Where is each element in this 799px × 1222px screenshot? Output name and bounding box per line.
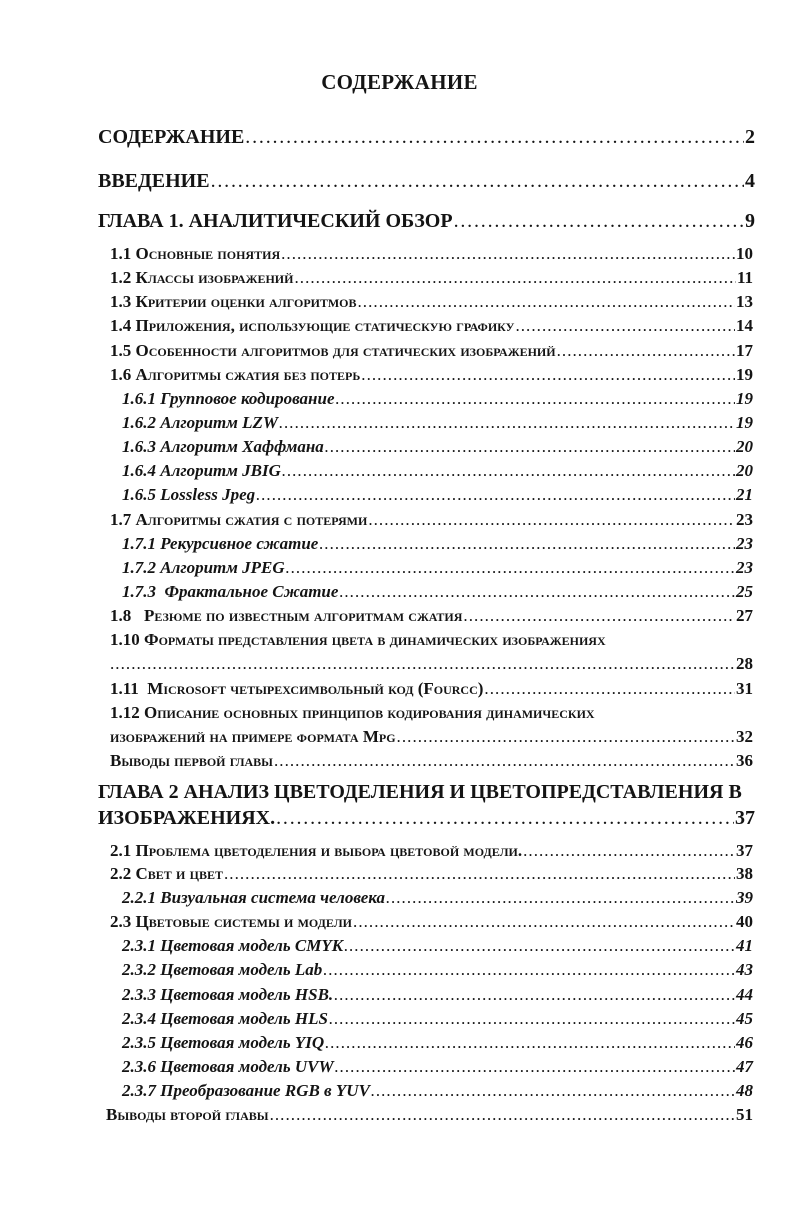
- toc-entry-label: 1.6.5 Lossless Jpeg: [122, 485, 256, 504]
- toc-entry-page: 27: [736, 606, 753, 625]
- toc-entry-label: 2.3.5 Цветовая модель YIQ: [122, 1033, 325, 1052]
- toc-entry-label: 2.3.1 Цветовая модель CMYK: [122, 936, 344, 955]
- toc-entry-chapter-2[interactable]: [98, 808, 755, 828]
- toc-entry-label: Выводы первой главы: [110, 751, 273, 770]
- toc-entry-page: 44: [736, 985, 753, 1004]
- toc-entry-label: 2.3.3 Цветовая модель HSB.: [122, 985, 334, 1004]
- dot-leader: [397, 728, 735, 745]
- toc-entry-page: 9: [745, 210, 755, 232]
- toc-entry-label: 2.2 Свет и цвет: [110, 864, 223, 883]
- toc-entry-page: 23: [736, 534, 753, 553]
- toc-entry-1-6-2[interactable]: [122, 414, 753, 431]
- toc-entry-label: 1.5 Особенности алгоритмов для статических изображений: [110, 341, 556, 360]
- toc-entry-1-6-4[interactable]: [122, 462, 753, 479]
- dot-leader: [353, 913, 735, 930]
- toc-entry-page: 39: [736, 888, 753, 907]
- dot-leader: [344, 937, 735, 954]
- dot-leader: [319, 535, 735, 552]
- toc-entry-label: 2.1 Проблема цветоделения и выбора цветовой модели.: [110, 841, 523, 860]
- toc-entry-label: 1.6.1 Групповое кодирование: [122, 389, 335, 408]
- toc-entry-page: 17: [736, 341, 753, 360]
- toc-entry-page: 19: [736, 365, 753, 384]
- toc-entry-1-6-3[interactable]: [122, 438, 753, 455]
- toc-entry-conclusions-chapter-2[interactable]: [106, 1106, 753, 1123]
- toc-entry-label: 2.3.4 Цветовая модель HLS: [122, 1009, 328, 1028]
- toc-entry-label: 1.6 Алгоритмы сжатия без потерь: [110, 365, 361, 384]
- toc-entry-label: 2.3 Цветовые системы и модели: [110, 912, 353, 931]
- toc-entry-chapter-1[interactable]: [98, 211, 755, 231]
- toc-entry-label: 1.6.3 Алгоритм Хаффмана: [122, 437, 324, 456]
- toc-entry-1-7-2[interactable]: [122, 559, 753, 576]
- toc-entry-label: 1.6.4 Алгоритм JBIG: [122, 461, 281, 480]
- toc-entry-1-2[interactable]: [110, 269, 753, 286]
- toc-entry-page: 21: [736, 485, 753, 504]
- toc-entry-page: 43: [736, 960, 753, 979]
- dot-leader: [484, 680, 735, 697]
- toc-entry-1-7-1[interactable]: [122, 535, 753, 552]
- toc-entry-label: 2.3.6 Цветовая модель UVW: [122, 1057, 334, 1076]
- toc-entry-label: 1.11 Microsoft четырехсимвольный код (Fourcc): [110, 679, 484, 698]
- dot-leader: [325, 1034, 735, 1051]
- toc-entry-label: ГЛАВА 1. АНАЛИТИЧЕСКИЙ ОБЗОР: [98, 210, 453, 232]
- toc-entry-page: 37: [736, 841, 753, 860]
- toc-entry-1-12-line1[interactable]: 1.12 Описание основных принципов кодирования динамических: [110, 703, 595, 722]
- toc-entry-2-2-1[interactable]: [122, 889, 753, 906]
- dot-leader: [286, 559, 735, 576]
- toc-entry-page: 23: [736, 558, 753, 577]
- toc-entry-label: 1.7.2 Алгоритм JPEG: [122, 558, 285, 577]
- dot-leader: [110, 655, 735, 672]
- toc-entry-page: 37: [735, 807, 755, 829]
- dot-leader: [323, 961, 735, 978]
- toc-entry-contents[interactable]: [98, 127, 755, 147]
- toc-entry-page: 4: [745, 170, 755, 192]
- toc-entry-label: 1.6.2 Алгоритм LZW: [122, 413, 279, 432]
- toc-entry-page: 14: [736, 316, 753, 335]
- toc-entry-label: Выводы второй главы: [106, 1105, 269, 1124]
- dot-leader: [211, 171, 744, 191]
- toc-entry-page: 23: [736, 510, 753, 529]
- toc-entry-page: 25: [736, 582, 753, 601]
- toc-entry-page: 40: [736, 912, 753, 931]
- toc-entry-page: 51: [736, 1105, 753, 1124]
- toc-entry-2-3[interactable]: [110, 913, 753, 930]
- toc-entry-page: 13: [736, 292, 753, 311]
- toc-entry-page: 31: [736, 679, 753, 698]
- toc-entry-page: 32: [736, 727, 753, 746]
- toc-entry-label: 1.7.1 Рекурсивное сжатие: [122, 534, 319, 553]
- dot-leader: [523, 842, 735, 859]
- toc-entry-page: 41: [736, 936, 753, 955]
- toc-entry-page: 19: [736, 413, 753, 432]
- toc-entry-1-5[interactable]: [110, 342, 753, 359]
- dot-leader: [386, 889, 735, 906]
- toc-entry-1-8[interactable]: [110, 607, 753, 624]
- toc-entry-1-6-5[interactable]: [122, 486, 753, 503]
- toc-entry-1-10[interactable]: [110, 655, 753, 672]
- dot-leader: [329, 1010, 735, 1027]
- dot-leader: [276, 808, 734, 828]
- toc-entry-1-7-3[interactable]: [122, 583, 753, 600]
- toc-entry-label: изображений на примере формата Mpg: [110, 727, 396, 746]
- toc-entry-2-3-6[interactable]: [122, 1058, 753, 1075]
- dot-leader: [279, 414, 735, 431]
- toc-entry-label: 1.4 Приложения, использующие статическую графику: [110, 316, 515, 335]
- toc-entry-1-4[interactable]: [110, 317, 753, 334]
- dot-leader: [224, 865, 735, 882]
- toc-entry-2-3-2[interactable]: [122, 961, 753, 978]
- toc-entry-2-3-5[interactable]: [122, 1034, 753, 1051]
- toc-entry-page: 28: [736, 654, 753, 673]
- dot-leader: [245, 127, 744, 147]
- toc-entry-label: 1.7 Алгоритмы сжатия с потерями: [110, 510, 368, 529]
- dot-leader: [463, 607, 735, 624]
- dot-leader: [361, 366, 735, 383]
- toc-entry-label: 1.2 Классы изображений: [110, 268, 294, 287]
- toc-entry-label: ВВЕДЕНИЕ: [98, 170, 210, 192]
- dot-leader: [371, 1082, 735, 1099]
- toc-entry-1-10-line1[interactable]: 1.10 Форматы представления цвета в динамических изображениях: [110, 630, 606, 649]
- toc-entry-page: 11: [736, 268, 753, 287]
- toc-entry-label: 2.2.1 Визуальная система человека: [122, 888, 386, 907]
- dot-leader: [281, 245, 735, 262]
- dot-leader: [368, 511, 735, 528]
- toc-entry-2-3-1[interactable]: [122, 937, 753, 954]
- toc-entry-page: 46: [736, 1033, 753, 1052]
- dot-leader: [557, 342, 735, 359]
- toc-entry-1-6-1[interactable]: [122, 390, 753, 407]
- toc-entry-page: 10: [736, 244, 753, 263]
- toc-entry-2-3-3[interactable]: [122, 986, 753, 1003]
- dot-leader: [515, 317, 735, 334]
- toc-entry-page: 38: [736, 864, 753, 883]
- toc-entry-1-12[interactable]: [110, 728, 753, 745]
- toc-entry-page: 2: [745, 126, 755, 148]
- toc-entry-label: ИЗОБРАЖЕНИЯХ.: [98, 807, 276, 829]
- toc-entry-2-3-7[interactable]: [122, 1082, 753, 1099]
- dot-leader: [294, 269, 735, 286]
- toc-entry-1-3[interactable]: [110, 293, 753, 310]
- toc-entry-page: 20: [736, 437, 753, 456]
- toc-entry-1-11[interactable]: [110, 680, 753, 697]
- page-title: СОДЕРЖАНИЕ: [321, 70, 478, 94]
- toc-entry-label: 1.8 Резюме по известным алгоритмам сжатия: [110, 606, 463, 625]
- dot-leader: [336, 390, 736, 407]
- toc-entry-label: 1.3 Критерии оценки алгоритмов: [110, 292, 357, 311]
- toc-entry-label: СОДЕРЖАНИЕ: [98, 126, 245, 148]
- toc-entry-1-6[interactable]: [110, 366, 753, 383]
- dot-leader: [339, 583, 735, 600]
- toc-entry-page: 47: [736, 1057, 753, 1076]
- toc-entry-2-3-4[interactable]: [122, 1010, 753, 1027]
- toc-entry-1-7[interactable]: [110, 511, 753, 528]
- toc-entry-page: 48: [736, 1081, 753, 1100]
- toc-entry-chapter-2-line1[interactable]: ГЛАВА 2 АНАЛИЗ ЦВЕТОДЕЛЕНИЯ И ЦВЕТОПРЕДСТАВЛЕНИЯ В: [98, 781, 742, 803]
- toc-entry-label: 1.1 Основные понятия: [110, 244, 281, 263]
- dot-leader: [335, 1058, 735, 1075]
- dot-leader: [334, 986, 735, 1003]
- toc-entry-label: 1.7.3 Фрактальное Сжатие: [122, 582, 339, 601]
- dot-leader: [325, 438, 735, 455]
- dot-leader: [256, 486, 735, 503]
- toc-entry-label: 2.3.2 Цветовая модель Lab: [122, 960, 323, 979]
- toc-entry-label: 2.3.7 Преобразование RGB в YUV: [122, 1081, 370, 1100]
- dot-leader: [282, 462, 735, 479]
- toc-entry-2-2[interactable]: [110, 865, 753, 882]
- dot-leader: [274, 752, 735, 769]
- toc-entry-1-1[interactable]: [110, 245, 753, 262]
- toc-entry-page: 19: [736, 389, 753, 408]
- toc-entry-page: 45: [736, 1009, 753, 1028]
- dot-leader: [454, 211, 744, 231]
- toc-entry-introduction[interactable]: [98, 171, 755, 191]
- dot-leader: [270, 1106, 735, 1123]
- toc-entry-page: 36: [736, 751, 753, 770]
- toc-entry-2-1[interactable]: [110, 842, 753, 859]
- toc-entry-conclusions-chapter-1[interactable]: [110, 752, 753, 769]
- dot-leader: [358, 293, 736, 310]
- toc-entry-page: 20: [736, 461, 753, 480]
